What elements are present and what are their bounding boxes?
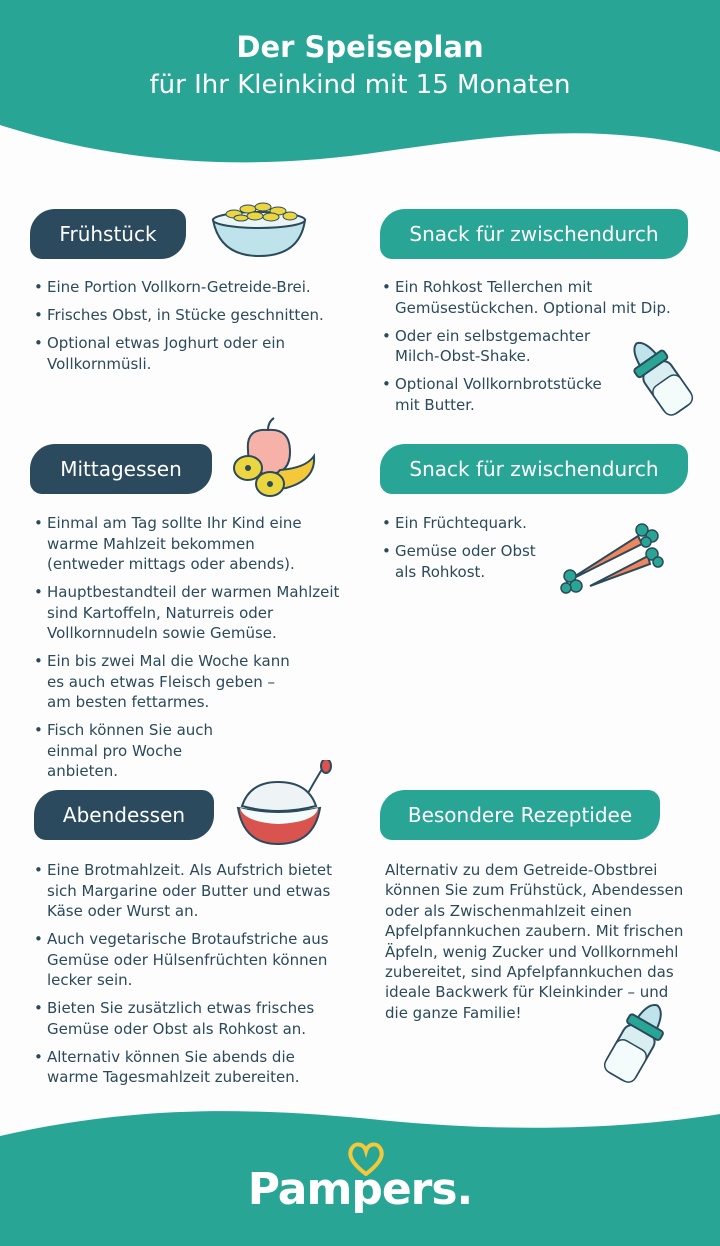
cereal-bowl-icon <box>208 198 310 262</box>
list-item: • Ein Früchtequark. <box>382 513 562 534</box>
list-item: • Oder ein selbstgemachter Milch-Obst-Shake. <box>382 326 620 367</box>
recipe-text: Alternativ zu dem Getreide-Obstbrei können Sie zum Frühstück, Abendessen oder als Zwischenmahlzeit einen Apfelpfannkuchen zaubern. Mit frischen Äpfeln, wenig Zucker und Vollkornmehl zubereitet, sind Apfelpfannkuchen das ideale Backwerk für Kleinkinder – und die ganze Familie! <box>385 861 684 1022</box>
list-item: • Optional Vollkornbrotstücke mit Butter. <box>382 374 620 415</box>
fruit-apple-banana-icon <box>230 416 318 502</box>
list-item: • Ein Rohkost Tellerchen mit Gemüsestückchen. Optional mit Dip. <box>382 277 695 318</box>
page-title: Der Speiseplan <box>236 30 484 64</box>
list-fruehstueck <box>34 277 354 382</box>
carrots-icon <box>556 516 664 600</box>
milk-bottle-icon <box>598 996 676 1086</box>
list-item: • Bieten Sie zusätzlich etwas frisches Gemüse oder Obst als Rohkost an. <box>34 998 337 1039</box>
list-item: • Fisch können Sie auch einmal pro Woche anbieten. <box>34 720 257 782</box>
list-item: • Alternativ können Sie abends die warme Tagesmahlzeit zubereiten. <box>34 1047 332 1088</box>
section-label-fruehstueck: Frühstück <box>30 209 186 259</box>
list-item: • Auch vegetarische Brotaufstriche aus Gemüse oder Hülsenfrüchten können lecker sein. <box>34 929 344 991</box>
section-label-mittagessen: Mittagessen <box>30 444 212 494</box>
list-item: • Eine Portion Vollkorn-Getreide-Brei. <box>34 277 354 298</box>
section-label-snack-1: Snack für zwischendurch <box>380 209 688 259</box>
list-item: • Ein bis zwei Mal die Woche kann es auch etwas Fleisch geben – am besten fettarmes. <box>34 651 302 713</box>
section-label-rezeptidee: Besondere Rezeptidee <box>380 790 660 840</box>
page-subtitle: für Ihr Kleinkind mit 15 Monaten <box>149 70 571 100</box>
list-item: • Frisches Obst, in Stücke geschnitten. <box>34 305 354 326</box>
list-item: • Einmal am Tag sollte Ihr Kind eine warme Mahlzeit bekommen (entweder mittags oder abends). <box>34 513 312 575</box>
list-snack-2 <box>382 513 562 590</box>
list-abendessen <box>34 860 344 1095</box>
rice-bowl-spoon-icon <box>232 760 334 848</box>
list-item: • Gemüse oder Obst als Rohkost. <box>382 541 545 582</box>
list-item: • Hauptbestandteil der warmen Mahlzeit sind Kartoffeln, Naturreis oder Vollkornnudeln sowie Gemüse. <box>34 582 342 644</box>
section-label-snack-2: Snack für zwischendurch <box>380 444 688 494</box>
list-mittagessen <box>34 513 340 789</box>
pampers-logo: Pampers. <box>247 1164 473 1215</box>
list-item: • Optional etwas Joghurt oder ein Vollkornmüsli. <box>34 333 354 374</box>
section-label-abendessen: Abendessen <box>34 790 214 840</box>
list-item: • Eine Brotmahlzeit. Als Aufstrich bietet sich Margarine oder Butter und etwas Käse oder Wurst an. <box>34 860 344 922</box>
milk-bottle-icon <box>624 334 696 420</box>
